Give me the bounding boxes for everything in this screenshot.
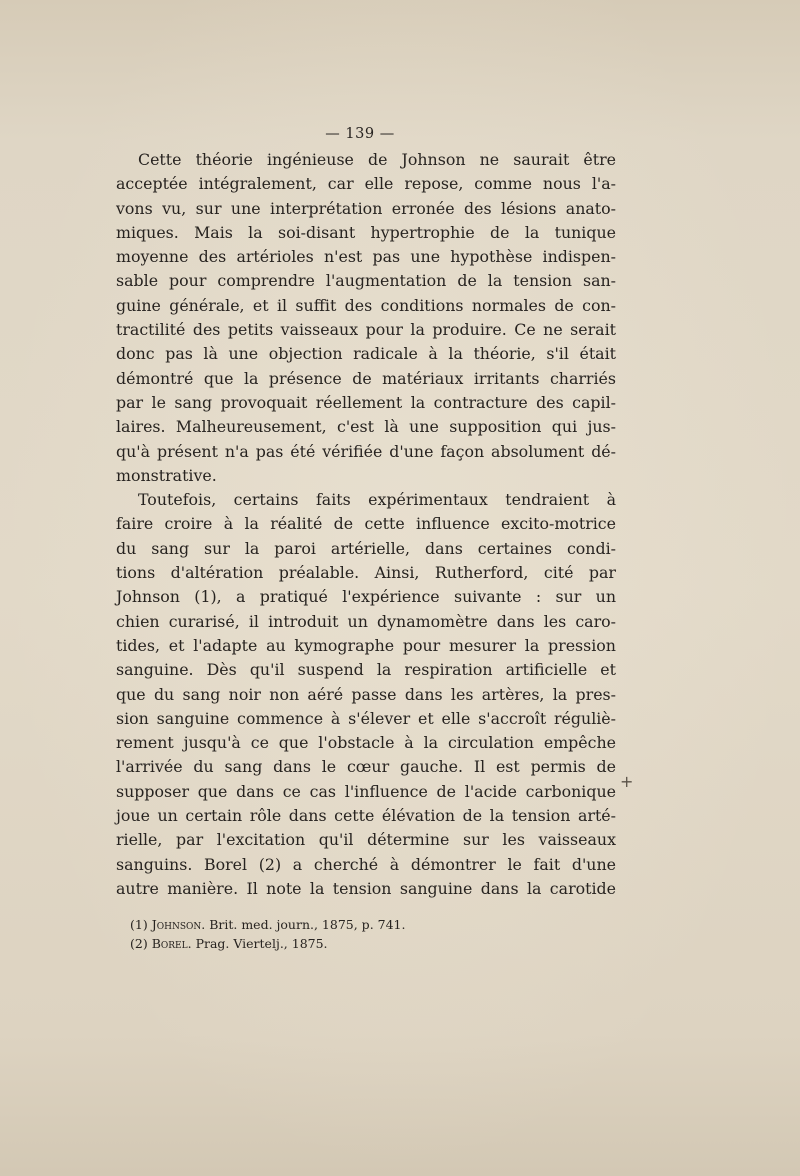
paragraph-1 bbox=[116, 148, 616, 488]
text-line: miques. Mais la soi-disant hypertrophie de la tunique bbox=[116, 222, 616, 242]
text-line: du sang sur la paroi artérielle, dans certaines condi- bbox=[116, 538, 616, 558]
text-line: tides, et l'adapte au kymographe pour mesurer la pression bbox=[116, 635, 616, 655]
text-line: supposer que dans ce cas l'influence de l'acide carbonique bbox=[116, 781, 616, 801]
footnote-marker: (2) bbox=[130, 936, 148, 951]
footnote-author: Johnson. bbox=[151, 917, 206, 932]
text-line: que du sang noir non aéré passe dans les artères, la pres- bbox=[116, 684, 616, 704]
footnote-1 bbox=[130, 915, 530, 934]
text-line: donc pas là une objection radicale à la théorie, s'il était bbox=[116, 344, 616, 364]
margin-annotation: + bbox=[620, 772, 634, 791]
text-line: qu'à présent n'a pas été vérifiée d'une façon absolument dé- bbox=[116, 441, 616, 461]
text-line: sanguine. Dès qu'il suspend la respiration artificielle et bbox=[116, 660, 616, 680]
footnote-author: Borel. bbox=[151, 936, 192, 951]
text-line: faire croire à la réalité de cette influence excito-motrice bbox=[116, 514, 616, 534]
text-line: tions d'altération préalable. Ainsi, Rutherford, cité par bbox=[116, 563, 616, 583]
text-line: Toutefois, certains faits expérimentaux tendraient à bbox=[138, 490, 616, 510]
page-number: — 139 — bbox=[325, 126, 395, 142]
text-line: monstrative. bbox=[116, 465, 217, 485]
text-line: sanguins. Borel (2) a cherché à démontrer le fait d'une bbox=[116, 854, 616, 874]
text-line: autre manière. Il note la tension sanguine dans la carotide bbox=[116, 878, 616, 898]
text-line: joue un certain rôle dans cette élévation de la tension arté- bbox=[116, 806, 616, 826]
text-line: moyenne des artérioles n'est pas une hypothèse indispen- bbox=[116, 247, 616, 267]
text-line: sable pour comprendre l'augmentation de la tension san- bbox=[116, 271, 616, 291]
paragraph-2 bbox=[116, 488, 616, 901]
text-line: démontré que la présence de matériaux irritants charriés bbox=[116, 368, 616, 388]
text-line: par le sang provoquait réellement la contracture des capil- bbox=[116, 392, 616, 412]
text-line: tractilité des petits vaisseaux pour la produire. Ce ne serait bbox=[116, 320, 616, 340]
footnote-2 bbox=[130, 934, 530, 953]
text-line: vons vu, sur une interprétation erronée des lésions anato- bbox=[116, 198, 616, 218]
text-line: rielle, par l'excitation qu'il détermine sur les vaisseaux bbox=[116, 830, 616, 850]
text-line: laires. Malheureusement, c'est là une supposition qui jus- bbox=[116, 417, 616, 437]
footnotes bbox=[130, 915, 530, 953]
text-line: Johnson (1), a pratiqué l'expérience suivante : sur un bbox=[116, 587, 616, 607]
footnote-marker: (1) bbox=[130, 917, 148, 932]
text-line: chien curarisé, il introduit un dynamomètre dans les caro- bbox=[116, 611, 616, 631]
footnote-reference: Brit. med. journ., 1875, p. 741. bbox=[209, 917, 406, 932]
text-line: sion sanguine commence à s'élever et elle s'accroît réguliè- bbox=[116, 708, 616, 728]
body-text bbox=[116, 148, 616, 901]
text-line: rement jusqu'à ce que l'obstacle à la circulation empêche bbox=[116, 733, 616, 753]
footnote-reference: Prag. Viertelj., 1875. bbox=[195, 936, 328, 951]
text-line: guine générale, et il suffit des conditions normales de con- bbox=[116, 295, 616, 315]
text-line: acceptée intégralement, car elle repose, comme nous l'a- bbox=[116, 174, 616, 194]
text-line: Cette théorie ingénieuse de Johnson ne saurait être bbox=[138, 150, 616, 169]
text-line: l'arrivée du sang dans le cœur gauche. Il est permis de bbox=[116, 757, 616, 777]
